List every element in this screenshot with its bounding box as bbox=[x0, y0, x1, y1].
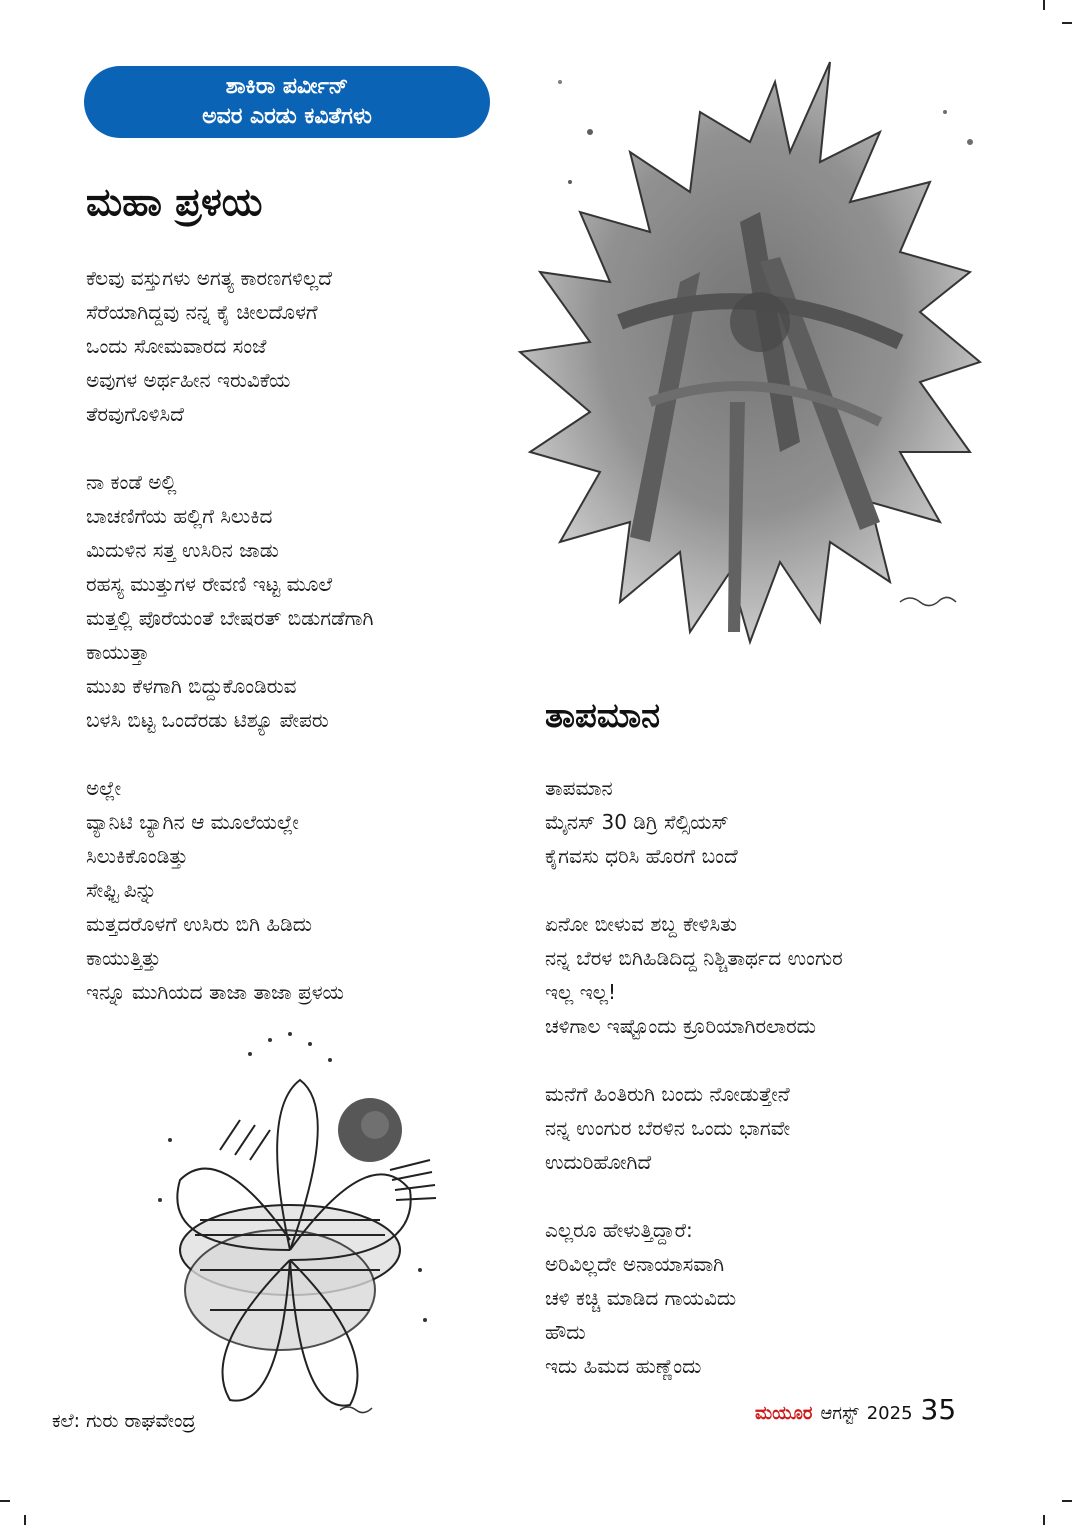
page-number: 35 bbox=[920, 1393, 957, 1426]
poem-line: ಕೆಲವು ವಸ್ತುಗಳು ಅಗತ್ಯ ಕಾರಣಗಳಿಲ್ಲದೆ bbox=[86, 266, 333, 290]
poem-line: ಮತ್ತಲ್ಲಿ ಪೊರೆಯಂತೆ ಬೇಷರತ್ ಬಿಡುಗಡೆಗಾಗಿ bbox=[86, 606, 374, 630]
stanza-gap bbox=[86, 737, 506, 771]
stanza-gap bbox=[545, 1179, 1005, 1213]
crop-mark-bottom-right bbox=[1043, 1515, 1045, 1525]
poem-line: ಎಲ್ಲರೂ ಹೇಳುತ್ತಿದ್ದಾರೆ: bbox=[545, 1218, 693, 1242]
poem-line: ಒಂದು ಸೋಮವಾರದ ಸಂಜೆ bbox=[86, 334, 267, 358]
poem2-body bbox=[545, 771, 1005, 1383]
poem-line: ಸೇಫ್ಟಿ ಪಿನ್ನು bbox=[86, 878, 157, 902]
poem-line: ಇನ್ನೂ ಮುಗಿಯದ ತಾಜಾ ತಾಜಾ ಪ್ರಳಯ bbox=[86, 980, 344, 1004]
poem-line: ಬಾಚಣಿಗೆಯ ಹಲ್ಲಿಗೆ ಸಿಲುಕಿದ bbox=[86, 504, 273, 528]
poem-line: ಮತ್ತದರೊಳಗೆ ಉಸಿರು ಬಿಗಿ ಹಿಡಿದು bbox=[86, 912, 313, 936]
poem-line: ಅರಿವಿಲ್ಲದೇ ಅನಾಯಾಸವಾಗಿ bbox=[545, 1252, 725, 1276]
poems-subtitle: ಅವರ ಎರಡು ಕವಿತೆಗಳು bbox=[202, 104, 372, 129]
issue-month: ಆಗಸ್ಟ್ bbox=[820, 1403, 859, 1424]
poem-line: ನನ್ನ ಉಂಗುರ ಬೆರಳಿನ ಒಂದು ಭಾಗವೇ bbox=[545, 1116, 791, 1140]
crop-mark-top bbox=[1043, 0, 1045, 10]
poem-line: ನಾ ಕಂಡೆ ಅಲ್ಲಿ bbox=[86, 470, 177, 494]
poem-line: ಇಲ್ಲ ಇಲ್ಲ! bbox=[545, 980, 617, 1004]
ink-illustration-small bbox=[140, 1020, 440, 1445]
poem-line: ಉದುರಿಹೋಗಿದೆ bbox=[545, 1150, 652, 1174]
art-credit: ಕಲೆ: ಗುರು ರಾಘವೇಂದ್ರ bbox=[52, 1410, 196, 1432]
stanza-gap bbox=[545, 873, 1005, 907]
crop-mark-right-top bbox=[1062, 22, 1072, 24]
poem-line: ಕಾಯುತ್ತಿತ್ತು bbox=[86, 946, 161, 970]
poem1-title: ಮಹಾ ಪ್ರಳಯ bbox=[86, 180, 263, 224]
author-name: ಶಾಕಿರಾ ಪರ್ವೀನ್ bbox=[225, 74, 349, 99]
crop-mark-right-bottom bbox=[1062, 1500, 1072, 1502]
poem-line: ನನ್ನ ಬೆರಳ ಬಿಗಿಹಿಡಿದಿದ್ದ ನಿಶ್ಚಿತಾರ್ಥದ ಉಂಗುರ bbox=[545, 946, 843, 970]
poem-line: ಸಿಲುಕಿಕೊಂಡಿತ್ತು bbox=[86, 844, 188, 868]
poem-line: ಚಳಿಗಾಲ ಇಷ್ಟೊಂದು ಕ್ರೂರಿಯಾಗಿರಲಾರದು bbox=[545, 1014, 816, 1038]
poem-line: ಏನೋ ಬೀಳುವ ಶಬ್ದ ಕೇಳಿಸಿತು bbox=[545, 912, 738, 936]
poem-line: ತೆರವುಗೊಳಿಸಿದೆ bbox=[86, 402, 184, 426]
ink-illustration-large bbox=[500, 22, 1005, 682]
poem-line: ಮೈನಸ್ 30 ಡಿಗ್ರಿ ಸೆಲ್ಸಿಯಸ್ bbox=[545, 810, 729, 834]
poem-line: ತಾಪಮಾನ bbox=[545, 776, 613, 800]
poem-line: ಅವುಗಳ ಅರ್ಥಹೀನ ಇರುವಿಕೆಯ bbox=[86, 368, 291, 392]
poem-line: ಕಾಯುತ್ತಾ bbox=[86, 640, 150, 664]
crop-mark-bottom-left bbox=[24, 1515, 26, 1525]
poem-line: ಚಳಿ ಕಚ್ಚಿ ಮಾಡಿದ ಗಾಯವಿದು bbox=[545, 1286, 737, 1310]
poem1-body bbox=[86, 261, 506, 1009]
poem2-title: ತಾಪಮಾನ bbox=[545, 696, 661, 736]
poem-line: ರಹಸ್ಯ ಮುತ್ತುಗಳ ರೇವಣಿ ಇಟ್ಟ ಮೂಲೆ bbox=[86, 572, 333, 596]
author-badge bbox=[84, 66, 490, 138]
poem-line: ಮುಖ ಕೆಳಗಾಗಿ ಬಿದ್ದುಕೊಂಡಿರುವ bbox=[86, 674, 297, 698]
poem-line: ಹೌದು bbox=[545, 1320, 586, 1344]
poem-line: ಕೈಗವಸು ಧರಿಸಿ ಹೊರಗೆ ಬಂದೆ bbox=[545, 844, 738, 868]
page-footer bbox=[755, 1393, 956, 1426]
issue-year: 2025 bbox=[866, 1403, 913, 1424]
poem-line: ಮನೆಗೆ ಹಿಂತಿರುಗಿ ಬಂದು ನೋಡುತ್ತೇನೆ bbox=[545, 1082, 790, 1106]
poem-line: ಸೆರೆಯಾಗಿದ್ದವು ನನ್ನ ಕೈ ಚೀಲದೊಳಗೆ bbox=[86, 300, 318, 324]
poem-line: ಬಳಸಿ ಬಿಟ್ಟ ಒಂದೆರಡು ಟಿಶ್ಯೂ ಪೇಪರು bbox=[86, 708, 329, 732]
magazine-brand: ಮಯೂರ bbox=[755, 1403, 813, 1424]
poem-line: ಅಲ್ಲೇ bbox=[86, 776, 122, 800]
stanza-gap bbox=[545, 1043, 1005, 1077]
poem-line: ಮಿದುಳಿನ ಸತ್ತ ಉಸಿರಿನ ಜಾಡು bbox=[86, 538, 279, 562]
stanza-gap bbox=[86, 431, 506, 465]
poem-line: ವ್ಯಾನಿಟಿ ಬ್ಯಾಗಿನ ಆ ಮೂಲೆಯಲ್ಲೇ bbox=[86, 810, 299, 834]
crop-mark-left-bottom bbox=[0, 1500, 10, 1502]
poem-line: ಇದು ಹಿಮದ ಹುಣ್ಣೆಂದು bbox=[545, 1354, 702, 1378]
